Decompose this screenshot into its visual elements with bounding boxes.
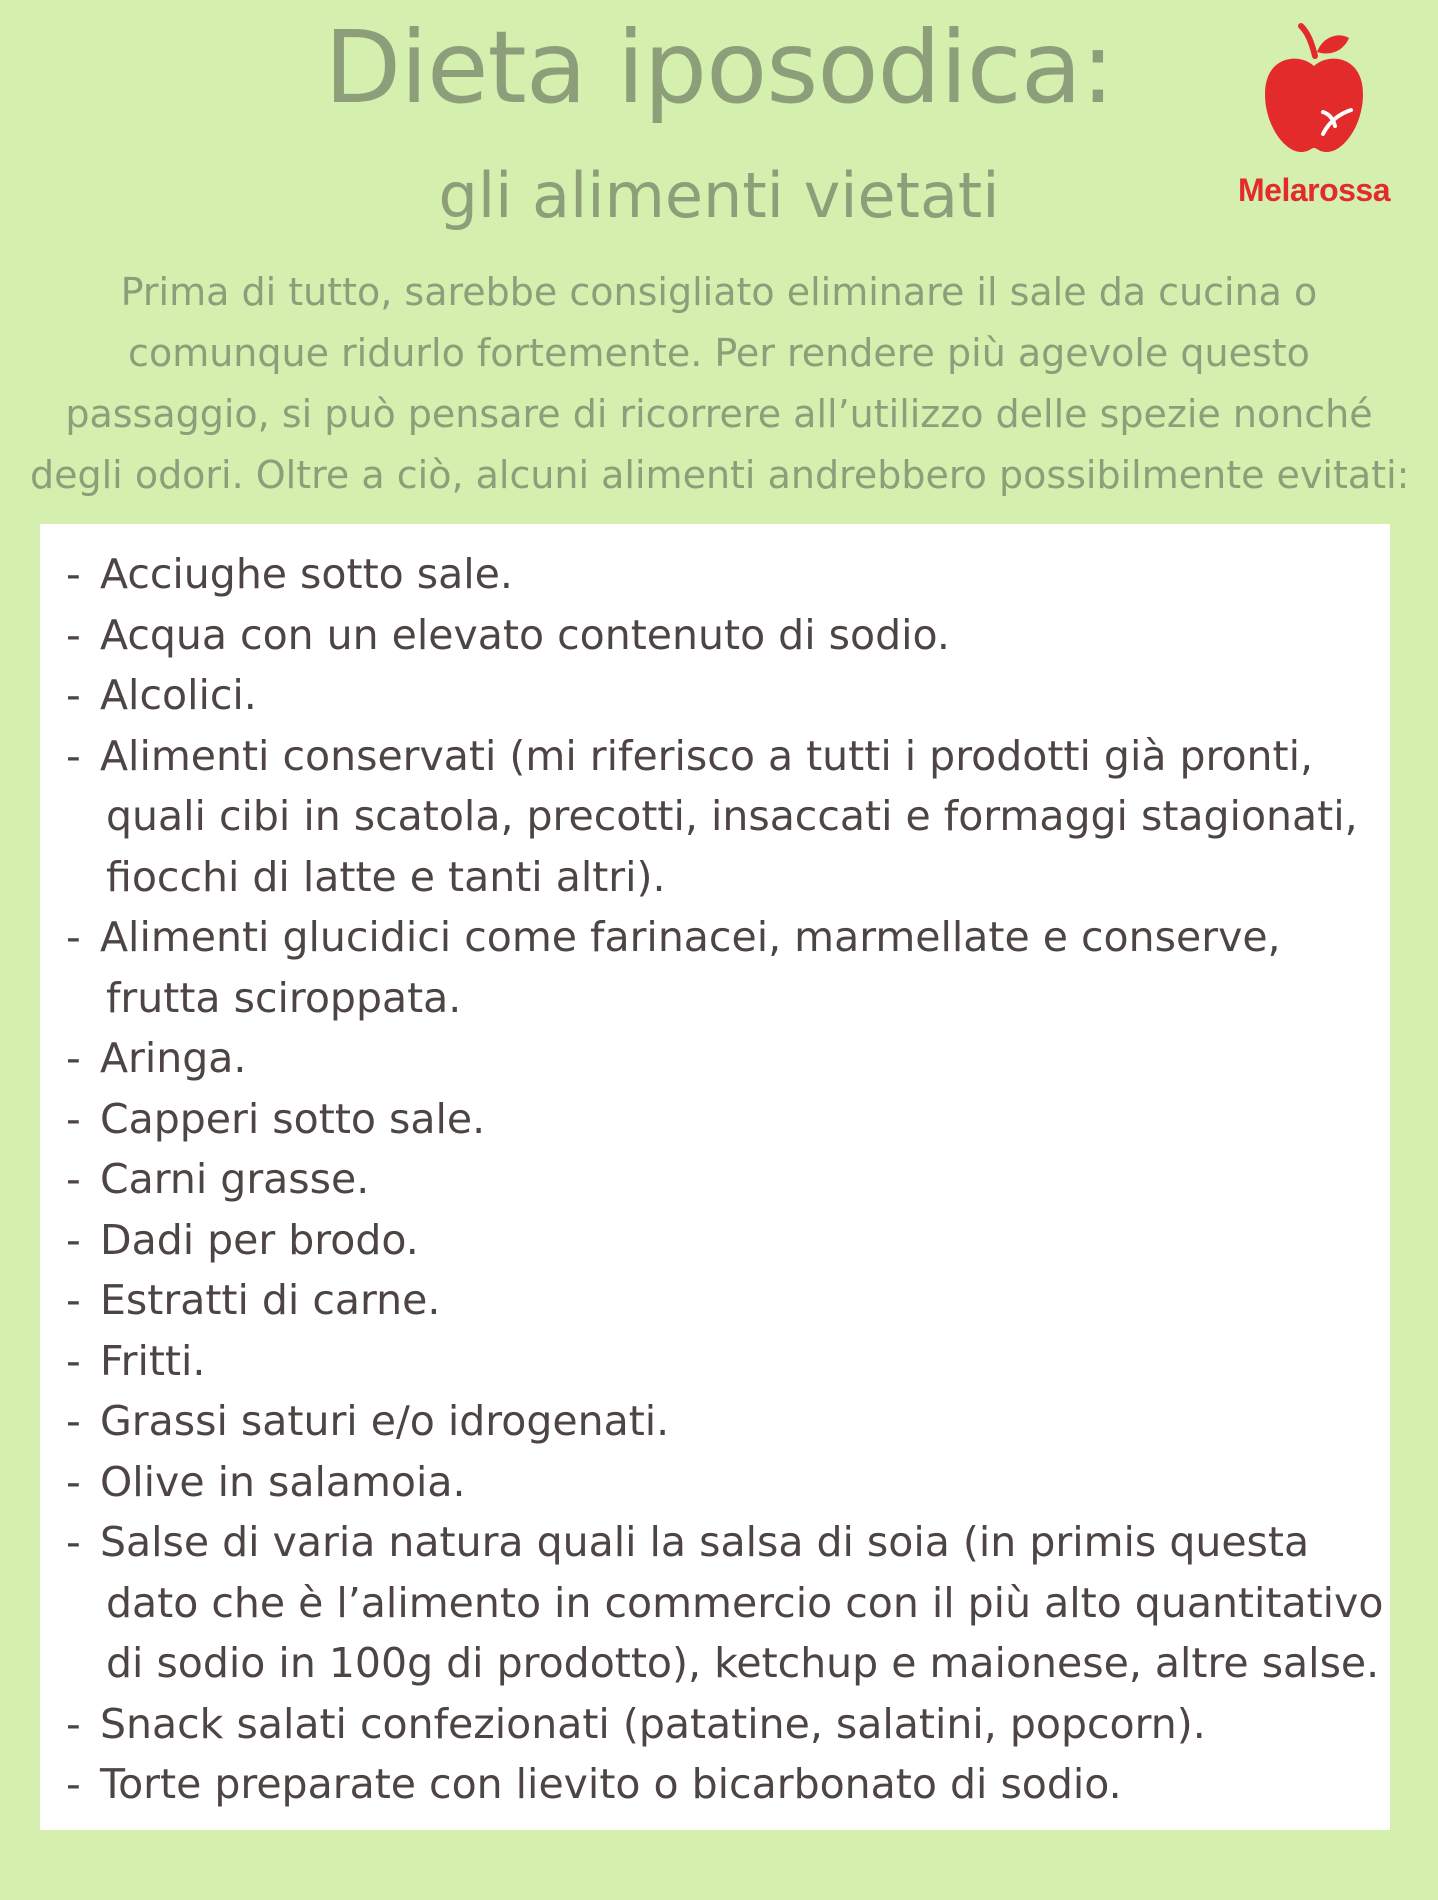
list-item-text: Estratti di carne.	[100, 1276, 441, 1324]
list-item	[66, 665, 1376, 726]
list-bullet-dash: -	[66, 1094, 81, 1143]
list-item-text: di sodio in 100g di prodotto), ketchup e maionese, altre salse.	[106, 1639, 1380, 1687]
list-item-text: Acciughe sotto sale.	[100, 550, 513, 598]
list-bullet-dash: -	[66, 1276, 81, 1324]
list-item-text: frutta sciroppata.	[106, 973, 462, 1022]
red-apple-icon	[1259, 22, 1369, 157]
list-item-text: Capperi sotto sale.	[100, 1094, 486, 1143]
list-bullet-dash: -	[66, 1215, 81, 1264]
list-bullet-dash: -	[66, 1518, 81, 1566]
list-item	[66, 1391, 1376, 1452]
intro-line: comunque ridurlo fortemente. Per rendere più agevole questo	[128, 331, 1310, 375]
intro-line: Prima di tutto, sarebbe consigliato eliminare il sale da cucina o	[120, 270, 1318, 314]
list-item-text: Alcolici.	[100, 671, 257, 719]
list-bullet-dash: -	[66, 671, 81, 719]
list-bullet-dash: -	[66, 731, 81, 780]
list-item-text: Alimenti glucidici come farinacei, marmellate e conserve,	[100, 913, 1281, 961]
list-item-text: fiocchi di latte e tanti altri).	[106, 852, 666, 901]
list-item	[66, 1331, 1376, 1392]
list-item-text: Aringa.	[100, 1034, 247, 1082]
list-item	[66, 605, 1376, 666]
list-item	[66, 1270, 1376, 1331]
list-item	[66, 1452, 1376, 1513]
list-bullet-dash: -	[66, 550, 81, 598]
list-bullet-dash: -	[66, 1155, 81, 1203]
list-bullet-dash: -	[66, 1699, 81, 1748]
list-item-text: quali cibi in scatola, precotti, insaccati e formaggi stagionati,	[106, 792, 1358, 840]
list-bullet-dash: -	[66, 610, 81, 659]
page-title: Dieta iposodica:	[324, 9, 1114, 126]
list-bullet-dash: -	[66, 1760, 81, 1808]
list-item-text: Carni grasse.	[100, 1155, 370, 1203]
list-item-text: Torte preparate con lievito o bicarbonato di sodio.	[100, 1760, 1122, 1808]
list-item-text: Salse di varia natura quali la salsa di soia (in primis questa	[100, 1518, 1310, 1566]
forbidden-foods-card	[40, 524, 1390, 1830]
list-item	[66, 1210, 1376, 1271]
list-item-text: Olive in salamoia.	[100, 1457, 466, 1506]
intro-line: degli odori. Oltre a ciò, alcuni alimenti andrebbero possibilmente evitati:	[30, 453, 1410, 497]
list-item-text: Snack salati confezionati (patatine, salatini, popcorn).	[100, 1699, 1206, 1748]
list-bullet-dash: -	[66, 1034, 81, 1082]
list-item	[66, 726, 1376, 908]
list-item-text: Acqua con un elevato contenuto di sodio.	[100, 610, 950, 659]
intro-paragraph	[30, 262, 1408, 506]
list-item-text: dato che è l’alimento in commercio con il più alto quantitativo	[106, 1578, 1384, 1627]
forbidden-foods-list	[66, 544, 1384, 1815]
list-bullet-dash: -	[66, 1336, 81, 1385]
list-item-text: Fritti.	[100, 1336, 206, 1385]
list-item	[66, 1694, 1376, 1755]
list-item-text: Grassi saturi e/o idrogenati.	[100, 1397, 670, 1445]
intro-line: passaggio, si può pensare di ricorrere all’utilizzo delle spezie nonché	[65, 392, 1373, 436]
melarossa-logo[interactable]	[1224, 22, 1404, 212]
list-item	[66, 544, 1376, 605]
list-item	[66, 1089, 1376, 1150]
list-item	[66, 907, 1376, 1028]
logo-brand-name: Melarossa	[1237, 172, 1391, 208]
list-bullet-dash: -	[66, 913, 81, 961]
list-bullet-dash: -	[66, 1457, 81, 1506]
page-subtitle: gli alimenti vietati	[438, 159, 1000, 232]
list-item	[66, 1512, 1384, 1694]
list-item	[66, 1028, 1376, 1089]
list-item	[66, 1754, 1376, 1815]
list-bullet-dash: -	[66, 1397, 81, 1445]
list-item-text: Alimenti conservati (mi riferisco a tutti i prodotti già pronti,	[100, 731, 1314, 780]
list-item	[66, 1149, 1376, 1210]
list-item-text: Dadi per brodo.	[100, 1215, 419, 1264]
